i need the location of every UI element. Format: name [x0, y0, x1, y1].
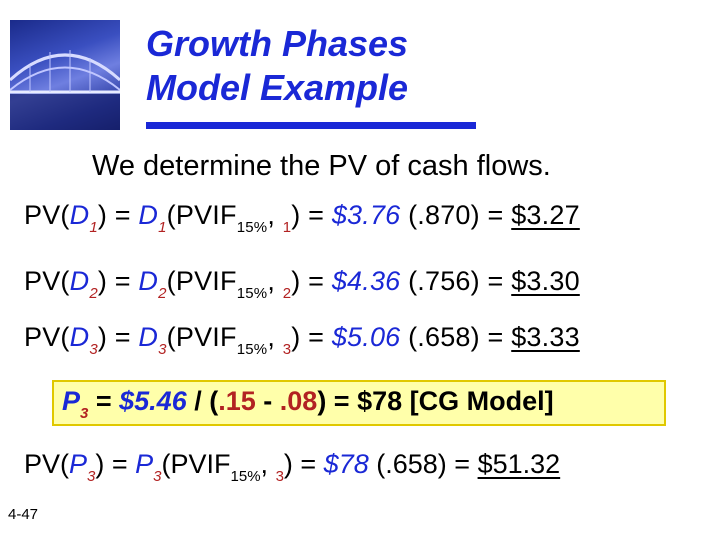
title-underline — [146, 122, 476, 129]
title-line-2: Model Example — [146, 67, 409, 108]
pv-d1-result: $3.27 — [511, 200, 580, 230]
equation-p3: $PV(P_3)$ = $P_3(PVIF_{15\%}$, $_3$) = $78 (.658) = $51.32 — [24, 449, 561, 485]
equation-d1: $PV(D_1)$ = $D_1(PVIF_{15\%}$, $_1$) = $3.76 (.870) = $3.27 — [24, 200, 580, 236]
pv-p3-result: $51.32 — [477, 449, 561, 479]
subtitle: We determine the PV of cash flows. — [92, 150, 551, 182]
slide-title — [146, 22, 476, 110]
cg-model-equation: $P_3$ = $5.46 / (.15 - .08) = $78 [CG Model] — [62, 386, 554, 422]
equation-d3: $PV(D_3)$ = $D_3(PVIF_{15\%}$, $_3$) = $5.06 (.658) = $3.33 — [24, 322, 580, 358]
bridge-logo-image — [10, 20, 120, 130]
title-line-1: Growth Phases — [146, 23, 409, 64]
pv-d3-result: $3.33 — [511, 322, 580, 352]
page-number: 4-47 — [8, 506, 39, 523]
equation-d2: $PV(D_2)$ = $D_2(PVIF_{15\%}$, $_2$) = $4.36 (.756) = $3.30 — [24, 266, 580, 302]
pv-d2-result: $3.30 — [511, 266, 580, 296]
